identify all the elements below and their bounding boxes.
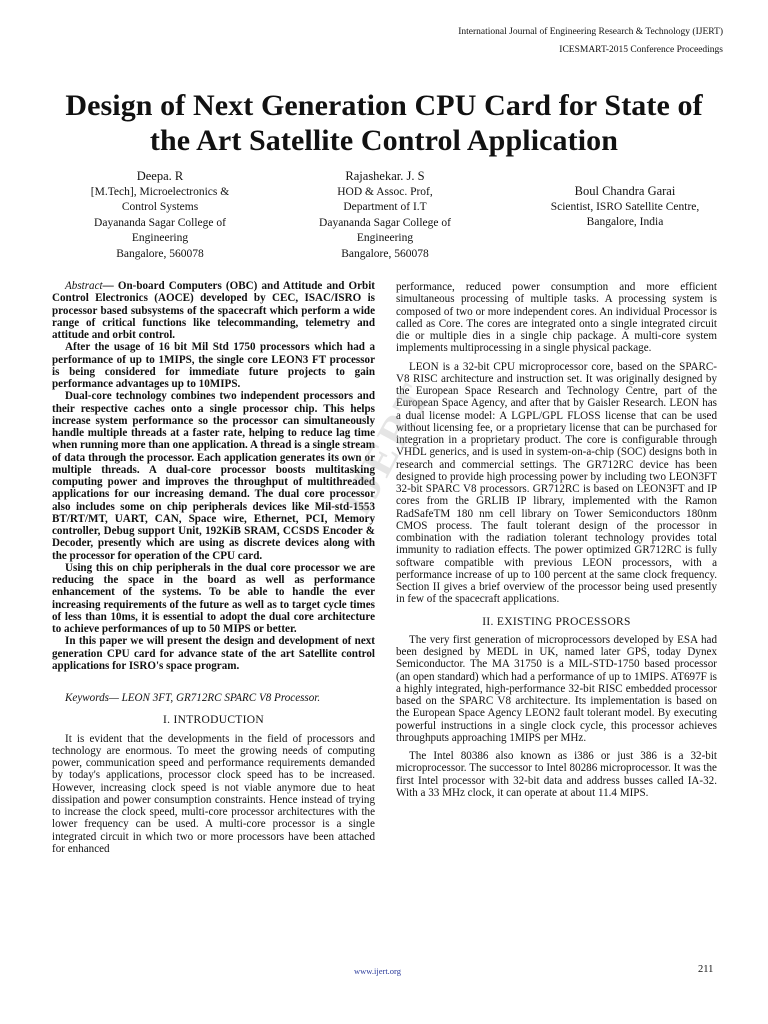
- author-1: [60, 169, 260, 262]
- abstract-p4: Using this on chip peripherals in the dual core processor we are reducing the space in the board as well as performance enhancement of the systems. To be able to handle the ever increasing requirements of the future as well as to target cycle times of less than 10ms, it is essential to adopt the dual core architecture to achieve performances of up to 50 MIPS or better.: [52, 561, 375, 635]
- page-number: 211: [698, 964, 714, 975]
- author-3: [510, 184, 740, 231]
- section-heading-existing-processors: II. EXISTING PROCESSORS: [482, 615, 631, 628]
- journal-header: International Journal of Engineering Research & Technology (IJERT): [458, 27, 723, 37]
- existing-paragraph-1: The very first generation of microprocessors developed by ESA had been designed by MEDL in UK, named later GPS, today Dynex Semiconductor. The MA 31750 is a MIL-STD-1750 based processor (an open standard) which had a performance of up to 1MIPS. AT697F is a highly integrated, high-performance 32-bit RISC embedded processor based on the SPARC V8 architecture. Its implementation is based on the European Space Agency LEON2 fault tolerant model. By executing powerful instructions in a single clock cycle, this processor achieves throughputs approaching 1MIPS per MHz.: [396, 633, 717, 744]
- author-affil-line: HOD & Assoc. Prof,: [337, 185, 433, 198]
- abstract: [52, 280, 375, 672]
- author-affil-line: Engineering: [356, 232, 414, 244]
- author-affil-line: [M.Tech], Microelectronics &: [90, 185, 230, 198]
- abstract-p3: Dual-core technology combines two independent processors and their respective caches onto a single processor chip. This helps increase system performance so the processor can simultaneously handle multiple threads at a faster rate, helping to reduce lag time when running more than one application. A thread is a single stream of data through the processor. Each application generates its own or multiple threads. A dual-core processor boosts multitasking computing power and improves the throughput of multithreaded applications for our increasing demand. The dual core processor also includes some on chip peripherals devices like Mil-std-1553 BT/RT/MT, UART, CAN, Space wire, Ethernet, PCI, Memory controller, Debug support Unit, 192KiB SRAM, CCSDS Encoder & Decoder, presently which are using as discrete devices along with the processor for operation of the CPU card.: [52, 390, 375, 562]
- abstract-p1: [52, 280, 375, 341]
- author-affil-line: Department of I.T: [343, 201, 427, 213]
- paper-title: [30, 88, 738, 158]
- footer-url-link[interactable]: www.ijert.org: [354, 966, 401, 976]
- author-affil-line: Bangalore, India: [586, 216, 664, 228]
- keywords: Keywords— LEON 3FT, GR712RC SPARC V8 Processor.: [65, 692, 321, 704]
- intro-paragraph: It is evident that the developments in the field of processors and technology are enormous. To meet the growing needs of computing power, communication speed and performance requirements demanded by today's applications, processor clock speed has to be increased. However, increasing clock speed is not viable anymore due to heat dissipation and power consumption constraints. Hence instead of trying to increase the clock speed, multi-core processor architectures with the lower frequency can be used. A multi-core processor is a single integrated circuit in which two or more processors have been attached for enhanced: [52, 732, 375, 855]
- proceedings-header: ICESMART-2015 Conference Proceedings: [559, 45, 723, 55]
- title-line-1: Design of Next Generation CPU Card for State of: [65, 89, 703, 122]
- author-affil-line: Dayananda Sagar College of: [94, 216, 226, 229]
- author-affil-line: Scientist, ISRO Satellite Centre,: [550, 200, 700, 213]
- intro-continued-paragraph: performance, reduced power consumption and more efficient simultaneous processing of multiple tasks. A processing system is composed of two or more independent cores. An individual Processor is called as Core. The cores are integrated onto a single integrated circuit die or multiple dies in a single chip package. A multi-core system implements multiprocessing in a single physical package.: [396, 281, 717, 355]
- author-name: Deepa. R: [136, 169, 184, 183]
- section-heading-introduction: I. INTRODUCTION: [163, 714, 264, 727]
- right-column: [396, 281, 717, 799]
- title-line-2: the Art Satellite Control Application: [149, 124, 619, 157]
- author-affil-line: Dayananda Sagar College of: [319, 216, 451, 229]
- watermark: IJERT: [330, 374, 442, 524]
- leon-paragraph: LEON is a 32-bit CPU microprocessor core, based on the SPARC-V8 RISC architecture and instruction set. It was originally designed by the European Space Research and Technology Centre, part of the European Space Agency, and after that by Gaisler Research. LEON has a dual license model: A LGPL/GPL FLOSS license that can be used without licensing fee, or a proprietary license that can be purchased for integration in a proprietary product. The core is configurable through VHDL generics, and is used in system-on-a-chip (SOC) designs both in research and commercial settings. The GR712RC device has been designed to provide high processing power by including two LEON3FT 32-bit SPARC V8 processors. GR712RC is based on LEON3FT and IP cores from the GRLIB IP library, implemented with the Ramon RadSafeTM 180 nm cell library on Tower Semiconductors 180nm CMOS process. The fault tolerant design of the processor in combination with the radiation tolerant technology provides total immunity to radiation effects. The power optimized GR712RC is fully software compatible with previous LEON processors, with a performance increase of up to 100 percent at the same clock frequency. Section II gives a brief overview of the processor being used presently in few of the spacecraft applications.: [396, 360, 717, 606]
- abstract-p5: In this paper we will present the design and development of next generation CPU card for advance state of the art Satellite control applications for ISRO's space program.: [52, 635, 375, 672]
- author-affil-line: Bangalore, 560078: [116, 247, 204, 260]
- author-affil-line: Bangalore, 560078: [341, 247, 429, 260]
- existing-paragraph-2: The Intel 80386 also known as i386 or just 386 is a 32-bit microprocessor. The successor to Intel 80286 microprocessor. It was the first Intel processor with 32-bit data and address busses called IA-32. With a 33 MHz clock, it can operate at about 11.4 MIPS.: [396, 750, 717, 799]
- author-2: [285, 169, 485, 262]
- abstract-p1-text: — On-board Computers (OBC) and Attitude and Orbit Control Electronics (AOCE) developed by CEC, ISAC/ISRO is processor based subsystems of the spacecraft which perform a wide range of critical functions like telecommanding, telemetry and attitude and orbit control.: [52, 280, 375, 341]
- author-affil-line: Control Systems: [121, 201, 199, 213]
- abstract-label: Abstract: [65, 280, 103, 292]
- author-affil-line: Engineering: [131, 232, 189, 244]
- author-name: Rajashekar. J. S: [345, 169, 425, 183]
- left-column: [52, 280, 375, 855]
- author-name: Boul Chandra Garai: [574, 184, 676, 198]
- abstract-p2: After the usage of 16 bit Mil Std 1750 processors which had a performance of up to 1MIPS, the single core LEON3 FT processor is being considered for immediate future projects to gain performance advantages up to 10MIPS.: [52, 341, 375, 390]
